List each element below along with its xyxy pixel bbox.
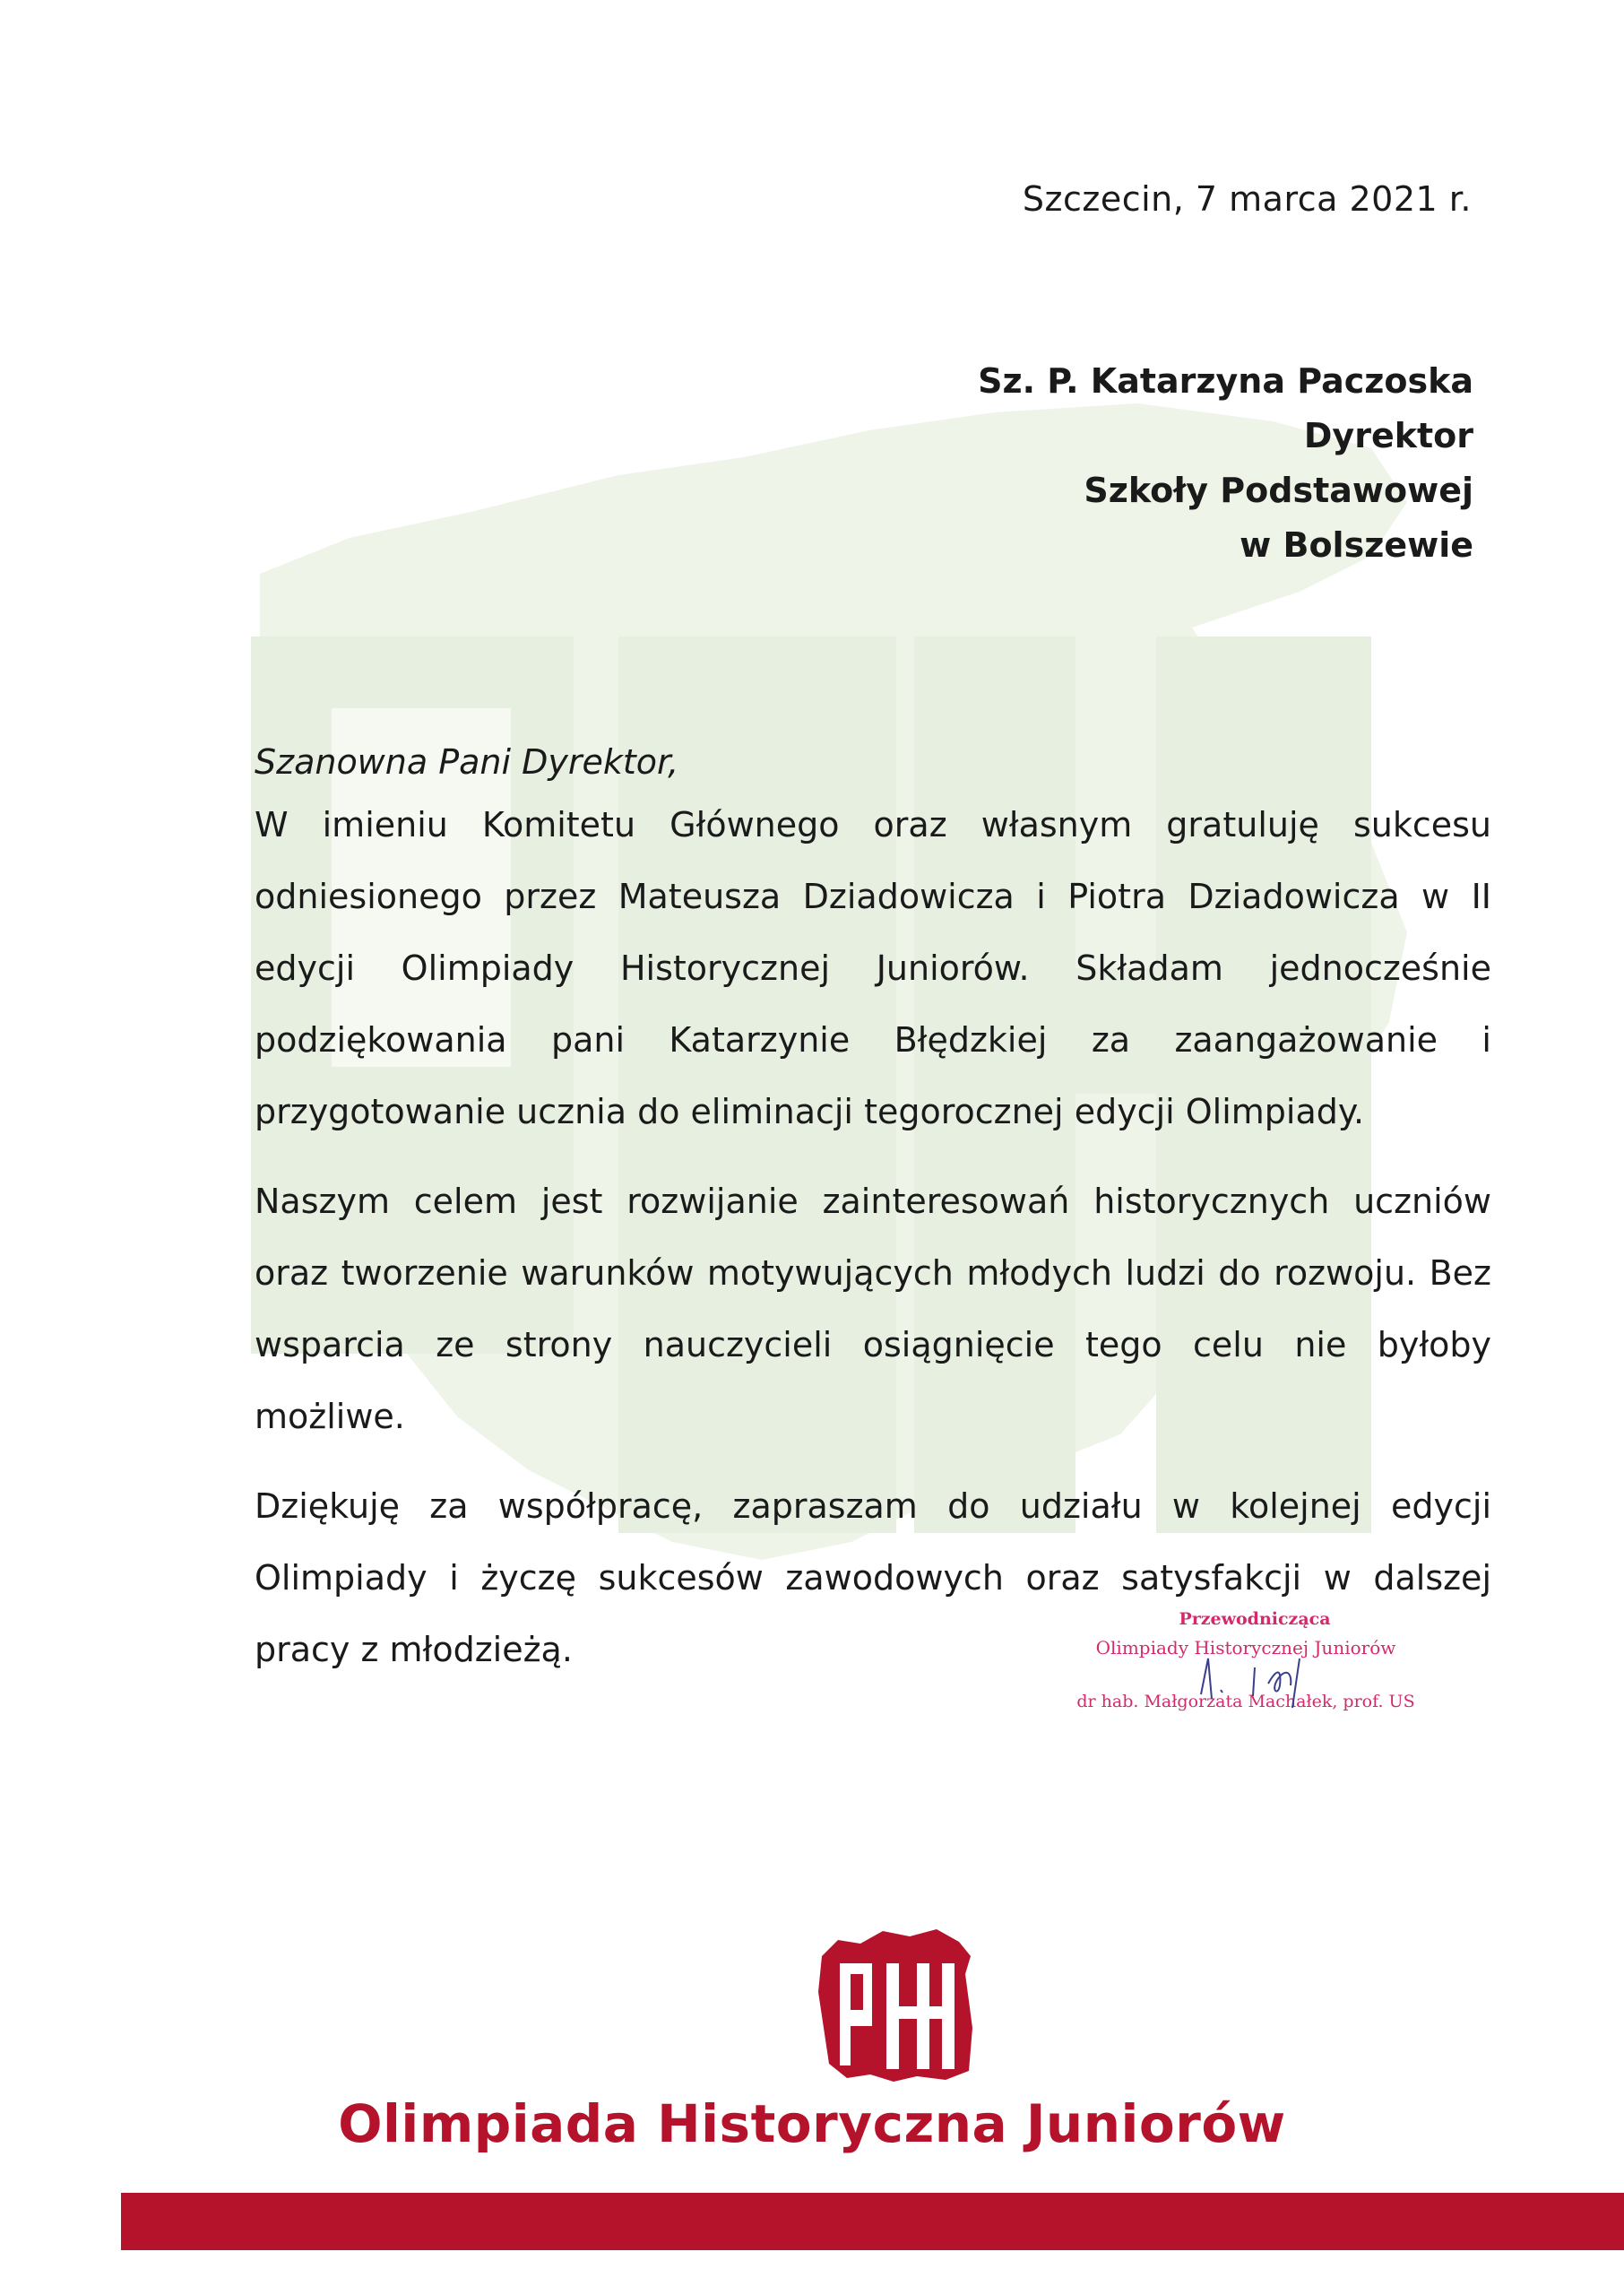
olympiad-logo (811, 1920, 981, 2091)
recipient-name: Sz. P. Katarzyna Paczoska (978, 361, 1473, 401)
recipient-school: Szkoły Podstawowej (1084, 471, 1473, 510)
paragraph-2: Naszym celem jest rozwijanie zainteresowań historycznych uczniów oraz tworzenie warunków motywujących młodych ludzi do rozwoju. Bez wsparcia ze strony nauczycieli osiągnięcie tego celu nie byłoby możliwe. (255, 1182, 1491, 1436)
footer-bar (121, 2193, 1624, 2250)
recipient-title: Dyrektor (1303, 416, 1473, 455)
footer-title: Olimpiada Historyczna Juniorów (338, 2093, 1286, 2154)
handwritten-signature (1192, 1641, 1353, 1712)
signature-name: dr hab. Małgorzata Machałek, prof. US (1076, 1692, 1415, 1711)
salutation: Szanowna Pani Dyrektor, (255, 742, 679, 782)
letter-body (255, 735, 1491, 1685)
recipient-location: w Bolszewie (1240, 525, 1473, 565)
signature-role: Przewodnicząca (1179, 1609, 1331, 1629)
paragraph-3: Dziękuję za współpracę, zapraszam do udziału w kolejnej edycji Olimpiady i życzę sukcesów zawodowych oraz satysfakcji w dalszej pracy z młodzieżą. (255, 1486, 1491, 1669)
signature-stamp (1058, 1605, 1434, 1716)
recipient-address (978, 354, 1473, 573)
letter-date: Szczecin, 7 marca 2021 r. (1022, 179, 1472, 219)
signature-organization: Olimpiady Historycznej Juniorów (1095, 1637, 1396, 1658)
paragraph-1: W imieniu Komitetu Głównego oraz własnym gratuluję sukcesu odniesionego przez Mateusza Dziadowicza i Piotra Dziadowicza w II edycji Olimpiady Historycznej Juniorów. Składam jednocześnie podziękowania pani Katarzynie Błędzkiej za zaangażowanie i przygotowanie ucznia do eliminacji tegorocznej edycji Olimpiady. (255, 805, 1491, 1131)
